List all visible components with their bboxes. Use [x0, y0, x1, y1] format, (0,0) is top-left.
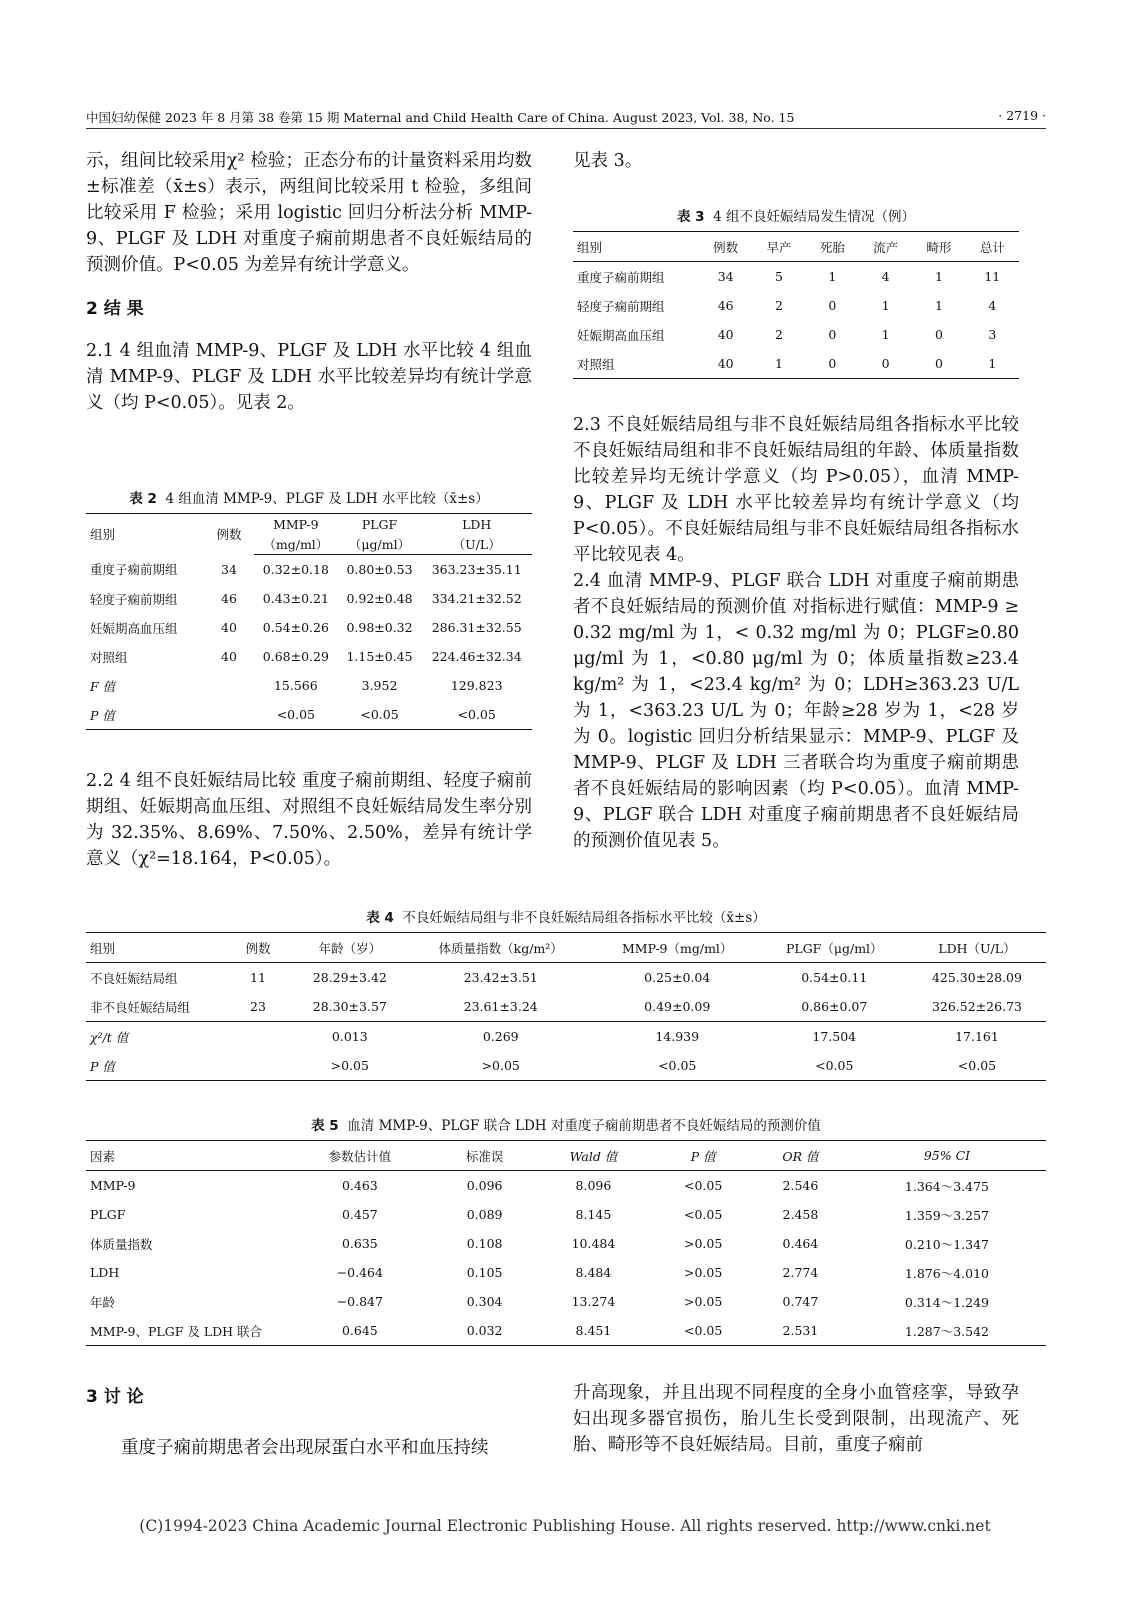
table-2-unit-cell: （μg/ml） [338, 534, 422, 555]
section-2-2-paragraph: 2.2 4 组不良妊娠结局比较 重度子痫前期组、轻度子痫前期组、妊娠期高血压组、对照组不良妊娠结局发生率分别为 32.35%、8.69%、7.50%、2.50%，差异有统计学意义（χ²=18.164，P<0.05）。 [86, 771, 532, 869]
table-3 [573, 205, 1019, 379]
table-row: LDH −0.464 0.105 8.484 >0.05 2.774 1.876～4.010 [90, 1265, 989, 1281]
section-2-4-paragraph: 2.4 血清 MMP-9、PLGF 联合 LDH 对重度子痫前期患者不良妊娠结局的预测价值 对指标进行赋值：MMP-9 ≥ 0.32 mg/ml 为 1，< 0.32 mg/ml 为 0；PLGF≥0.80 μg/ml 为 1，<0.80 μg/ml 为 0；体质量指数≥23.4 kg/m² 为 1，<23.4 kg/m² 为 0；LDH≥363.23 U/L 为 1，<363.23 U/L 为 0；年龄≥28 岁为 1，<28 岁为 0。logistic 回归分析结果显示：MMP-9、PLGF 及 MMP-9、PLGF 及 LDH 三者联合均为重度子痫前期患者不良妊娠结局的影响因素（均 P<0.05）。血清 MMP-9、PLGF 联合 LDH 对重度子痫前期患者不良妊娠结局的预测价值见表 5。 [573, 571, 1019, 851]
table-row: MMP-9、PLGF 及 LDH 联合 0.645 0.032 8.451 <0.05 2.531 1.287～3.542 [86, 1316, 1046, 1346]
table-2-header-cell: LDH [421, 514, 532, 535]
table-2-header-cell: 组别 [86, 514, 204, 555]
table-2-header-cell: 例数 [204, 514, 254, 555]
table-row: 对照组 40 0.68±0.29 1.15±0.45 224.46±32.34 [90, 649, 522, 665]
table-2 [86, 487, 532, 730]
table-5-caption: 表 5 血清 MMP-9、PLGF 联合 LDH 对重度子痫前期患者不良妊娠结局的预测价值 [311, 1118, 821, 1134]
discussion-right-text: 升高现象，并且出现不同程度的全身小血管痉挛，导致孕妇出现多器官损伤，胎儿生长受到限制，出现流产、死胎、畸形等不良妊娠结局。目前，重度子痫前 [573, 1383, 1019, 1455]
table-5-grid: 因素 参数估计值 标准误 Wald 值 P 值 OR 值 95% CI MMP-9 0.463 0.096 8.096 <0.05 2.546 1.364～3.475 PLGF 0.457 0.089 8.145 <0.05 2.458 1.359～3.257 体质量指数 0.635 0.108 10.484 >0.05 0.464 0.210～1.347 LDH −0.464 0.105 8.484 >0.05 2.774 1.876～4.010 年龄 −0.847 0.304 13.274 >0.05 0.747 0.314～1.249 MMP-9、PLGF 及 LDH 联合 0.645 0.032 8.451 <0.05 2.531 1.287～3.542 [86, 1140, 1046, 1346]
table-3-grid: 组别 例数 早产 死胎 流产 畸形 总计 重度子痫前期组 34 5 1 4 1 11 轻度子痫前期组 46 2 0 1 1 4 妊娠期高血压组 40 2 0 1 0 3 对照组 40 1 0 0 0 1 [573, 231, 1019, 379]
discussion-right [573, 1380, 1019, 1458]
table-row: 轻度子痫前期组 46 0.43±0.21 0.92±0.48 334.21±32.52 [90, 591, 522, 607]
table-2-unit-cell: （U/L） [421, 534, 532, 555]
journal-info: 中国妇幼保健 2023 年 8 月第 38 卷第 15 期 Maternal and Child Health Care of China. August 2023, Vol. 38, No. 15 [86, 110, 795, 125]
section-2-1-paragraph: 2.1 4 组血清 MMP-9、PLGF 及 LDH 水平比较 4 组血清 MMP-9、PLGF 及 LDH 水平比较差异均有统计学意义（均 P<0.05）。见表 2。 [86, 341, 532, 413]
table-row: 体质量指数 0.635 0.108 10.484 >0.05 0.464 0.210～1.347 [90, 1236, 989, 1252]
right-column-top [573, 148, 1019, 174]
running-header [86, 108, 1046, 126]
table-2-header-cell: PLGF [338, 514, 422, 535]
header-rule [86, 128, 1046, 129]
methods-paragraph: 示，组间比较采用χ² 检验；正态分布的计量资料采用均数±标准差（x̄±s）表示，两组间比较采用 t 检验，多组间比较采用 F 检验；采用 logistic 回归分析法分析 MMP-9、PLGF 及 LDH 对重度子痫前期患者不良妊娠结局的预测价值。P<0.05 为差异有统计学意义。 [86, 151, 532, 275]
table-row: 非不良妊娠结局组 23 28.30±3.57 23.61±3.24 0.49±0.09 0.86±0.07 326.52±26.73 [90, 999, 1022, 1015]
see-table-3-text: 见表 3。 [573, 151, 643, 171]
table-row: PLGF 0.457 0.089 8.145 <0.05 2.458 1.359～3.257 [90, 1207, 989, 1223]
discussion-left-text: 重度子痫前期患者会出现尿蛋白水平和血压持续 [121, 1438, 489, 1458]
table-row: 年龄 −0.847 0.304 13.274 >0.05 0.747 0.314～1.249 [90, 1294, 989, 1310]
discussion-left [86, 1435, 532, 1461]
table-2-unit-cell: （mg/ml） [254, 534, 338, 555]
table-row: χ²/t 值 0.013 0.269 14.939 17.504 17.161 [86, 1022, 1046, 1052]
table-row: 妊娠期高血压组 40 0.54±0.26 0.98±0.32 286.31±32.55 [90, 620, 522, 636]
section-2-3-paragraph: 2.3 不良妊娠结局组与非不良妊娠结局组各指标水平比较 不良妊娠结局组和非不良妊娠结局组的年龄、体质量指数比较差异均无统计学意义（均 P>0.05），血清 MMP-9、PLGF 及 LDH 水平比较差异均有统计学意义（均 P<0.05）。不良妊娠结局组与非不良妊娠结局组各指标水平比较见表 4。 [573, 415, 1019, 565]
table-2-header-cell: MMP-9 [254, 514, 338, 535]
table-row: F 值 15.566 3.952 129.823 [90, 678, 503, 694]
results-heading: 2 结 果 [86, 299, 144, 319]
table-row: P 值 >0.05 >0.05 <0.05 <0.05 <0.05 [86, 1051, 1046, 1081]
table-row: P 值 <0.05 <0.05 <0.05 [86, 700, 532, 730]
table-2-caption: 表 2 4 组血清 MMP-9、PLGF 及 LDH 水平比较（x̄±s） [129, 491, 489, 507]
left-column-bottom [86, 768, 532, 872]
copyright-footer: (C)1994-2023 China Academic Journal Electronic Publishing House. All rights reserved. http://www.cnki.net [139, 1517, 991, 1535]
table-row: MMP-9 0.463 0.096 8.096 <0.05 2.546 1.364～3.475 [90, 1178, 989, 1194]
table-row: 对照组 40 1 0 0 0 1 [573, 349, 1019, 379]
table-4-caption: 表 4 不良妊娠结局组与非不良妊娠结局组各指标水平比较（x̄±s） [366, 910, 766, 926]
left-column-top [86, 148, 532, 416]
discussion-heading: 3 讨 论 [86, 1387, 144, 1407]
table-4-grid: 组别 例数 年龄（岁） 体质量指数（kg/m²） MMP-9（mg/ml） PLGF（μg/ml） LDH（U/L） 不良妊娠结局组 11 28.29±3.42 23.42±3.51 0.25±0.04 0.54±0.11 425.30±28.09 非不良妊娠结局组 23 28.30±3.57 23.61±3.24 0.49±0.09 0.86±0.07 326.52±26.73 χ²/t 值 0.013 0.269 14.939 17.504 17.161 P 值 >0.05 >0.05 <0.05 <0.05 <0.05 [86, 932, 1046, 1081]
table-4 [86, 906, 1046, 1081]
table-row: 重度子痫前期组 34 0.32±0.18 0.80±0.53 363.23±35.11 [90, 561, 522, 578]
table-row: 重度子痫前期组 34 5 1 4 1 11 [577, 269, 1001, 285]
table-row: 轻度子痫前期组 46 2 0 1 1 4 [577, 298, 997, 314]
table-row: 妊娠期高血压组 40 2 0 1 0 3 [577, 327, 997, 343]
page-number: · 2719 · [998, 108, 1046, 123]
right-column-bottom [573, 412, 1019, 854]
table-3-caption: 表 3 4 组不良妊娠结局发生情况（例） [676, 209, 916, 225]
table-5 [86, 1114, 1046, 1346]
table-row: 不良妊娠结局组 11 28.29±3.42 23.42±3.51 0.25±0.04 0.54±0.11 425.30±28.09 [90, 970, 1022, 986]
table-2-grid [86, 513, 532, 730]
